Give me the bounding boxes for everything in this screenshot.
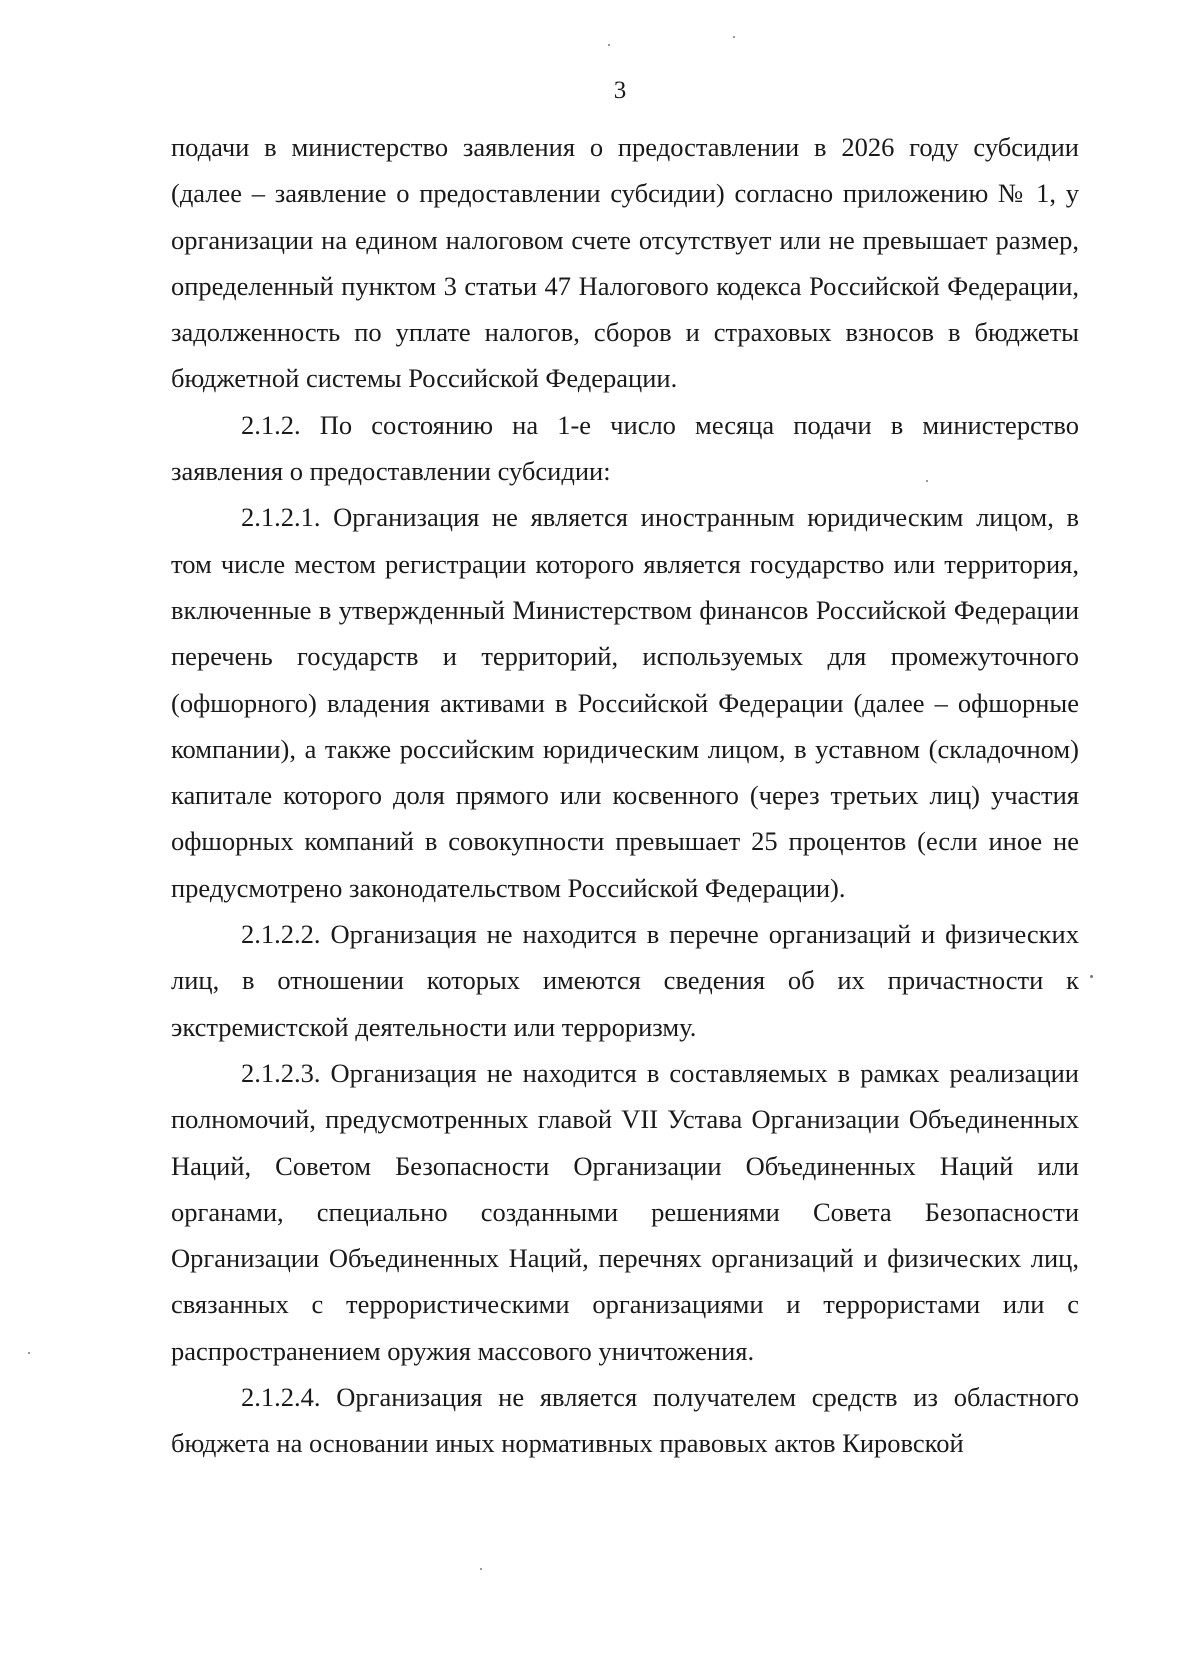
page-number: 3	[613, 77, 627, 104]
scan-speck	[608, 44, 610, 46]
document-body	[171, 124, 1079, 1467]
paragraph-2-1-2-2: 2.1.2.2. Организация не находится в перечне организаций и физических лиц, в отношении которых имеются сведения об их причастности к экстремистской деятельности или терроризму.	[171, 919, 1079, 1042]
scan-speck	[480, 1568, 482, 1570]
paragraph-2-1-2-3: 2.1.2.3. Организация не находится в составляемых в рамках реализации полномочий, предусмотренных главой VII Устава Организации Объединенных Наций, Советом Безопасности Организации Объединенных Наций или органами, специально созданными решениями Совета Безопасности Организации Объединенных Наций, перечнях организаций и физических лиц, связанных с террористическими организациями и террористами или с распространением оружия массового уничтожения.	[171, 1057, 1079, 1366]
scan-speck	[733, 36, 735, 38]
scan-speck	[1090, 975, 1093, 978]
paragraph-2-1-2-4: 2.1.2.4. Организация не является получателем средств из областного бюджета на основании иных нормативных правовых актов Кировской	[171, 1382, 1079, 1459]
scan-speck	[28, 1352, 30, 1354]
paragraph-2-1-2-1: 2.1.2.1. Организация не является иностранным юридическим лицом, в том числе местом регистрации которого является государство или территория, включенные в утвержденный Министерством финансов Российской Федерации перечень государств и территорий, используемых для промежуточного (офшорного) владения активами в Российской Федерации (далее – офшорные компании), а также российским юридическим лицом, в уставном (складочном) капитале которого доля прямого или косвенного (через третьих лиц) участия офшорных компаний в совокупности превышает 25 процентов (если иное не предусмотрено законодательством Российской Федерации).	[171, 502, 1079, 903]
paragraph-continuation: подачи в министерство заявления о предоставлении в 2026 году субсидии (далее – заявление о предоставлении субсидии) согласно приложению № 1, у организации на едином налоговом счете отсутствует или не превышает размер, определенный пунктом 3 статьи 47 Налогового кодекса Российской Федерации, задолженность по уплате налогов, сборов и страховых взносов в бюджеты бюджетной системы Российской Федерации.	[171, 132, 1079, 394]
paragraph-2-1-2: 2.1.2. По состоянию на 1-е число месяца подачи в министерство заявления о предоставлении субсидии:	[171, 409, 1079, 487]
